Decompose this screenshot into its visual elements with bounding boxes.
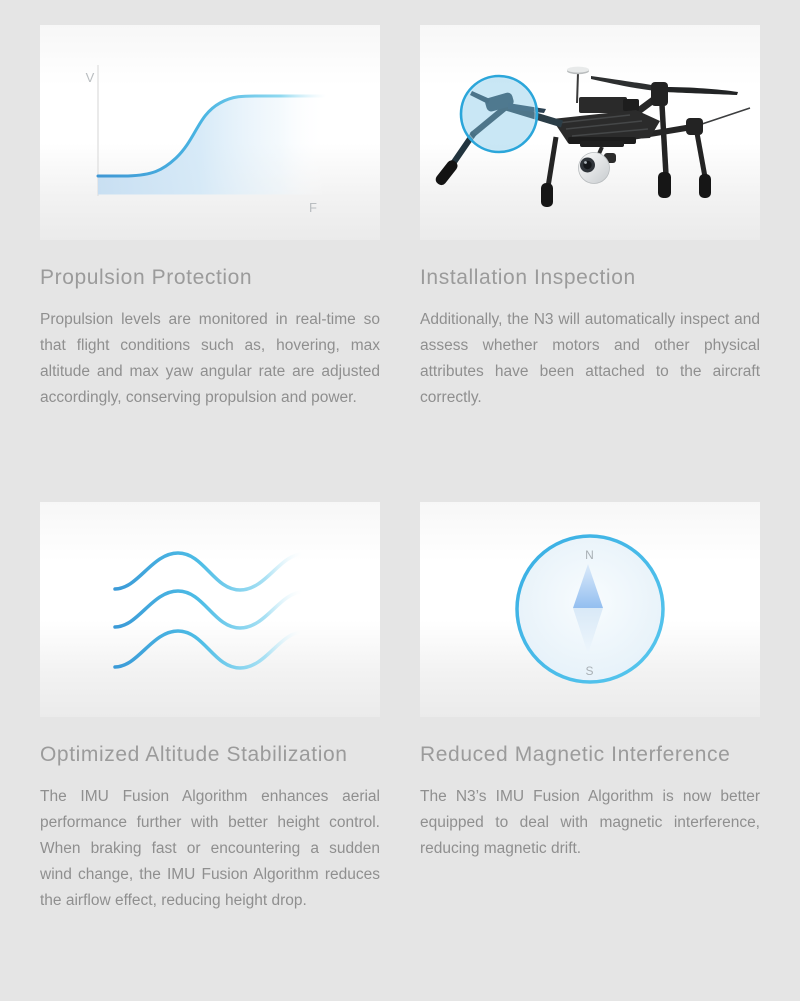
y-axis-label: V	[85, 70, 95, 85]
gps-mast	[577, 73, 578, 103]
feature-text-installation	[420, 265, 760, 411]
feature-description: Additionally, the N3 will automatically inspect and assess whether motors and other physical attributes have been attached to the aircraft correctly.	[420, 311, 760, 406]
drone-photo	[434, 67, 750, 207]
feature-text-propulsion	[40, 265, 380, 411]
propeller-blade-left	[591, 76, 658, 91]
wave-line-3	[115, 631, 303, 668]
north-label: N	[585, 548, 595, 562]
curve-area-fill	[98, 96, 326, 195]
feature-title: Optimized Altitude Stabilization	[40, 743, 348, 766]
propulsion-curve-illustration	[40, 25, 380, 240]
feature-text-altitude	[40, 742, 380, 914]
propeller-blade-right	[666, 87, 738, 95]
installation-inspection-card	[420, 25, 760, 240]
gimbal-plate	[580, 141, 624, 147]
feature-title: Installation Inspection	[420, 266, 636, 289]
feature-title: Propulsion Protection	[40, 266, 253, 289]
thin-propeller	[696, 108, 750, 126]
rear-right-motor	[651, 82, 668, 106]
wind-waves-illustration	[40, 502, 380, 717]
feature-title: Reduced Magnetic Interference	[420, 743, 731, 766]
landing-foot	[658, 172, 671, 198]
feature-description: Propulsion levels are monitored in real-time so that flight conditions such as, hovering, max altitude and max yaw angular rate are adjusted accordingly, conserving propulsion and power.	[40, 311, 380, 406]
feature-text-magnetic	[420, 742, 760, 862]
highlight-circle	[461, 76, 537, 152]
wave-line-1	[115, 553, 303, 590]
drone-highlight-illustration	[420, 25, 760, 240]
front-right-motor	[686, 118, 703, 135]
compass-illustration	[420, 502, 760, 717]
propulsion-chart-card	[40, 25, 380, 240]
battery-box	[579, 97, 627, 113]
south-label: S	[585, 664, 595, 678]
wave-line-2	[115, 591, 303, 628]
altitude-stabilization-card	[40, 502, 380, 717]
feature-description: The N3’s IMU Fusion Algorithm is now better equipped to deal with magnetic interference, reducing magnetic drift.	[420, 788, 760, 857]
feature-description: The IMU Fusion Algorithm enhances aerial performance further with better height control. When braking fast or encountering a sudden wind change, the IMU Fusion Algorithm reduces the airflow effect, reducing height drop.	[40, 788, 380, 909]
magnetic-interference-card	[420, 502, 760, 717]
x-axis-label: F	[309, 200, 317, 215]
